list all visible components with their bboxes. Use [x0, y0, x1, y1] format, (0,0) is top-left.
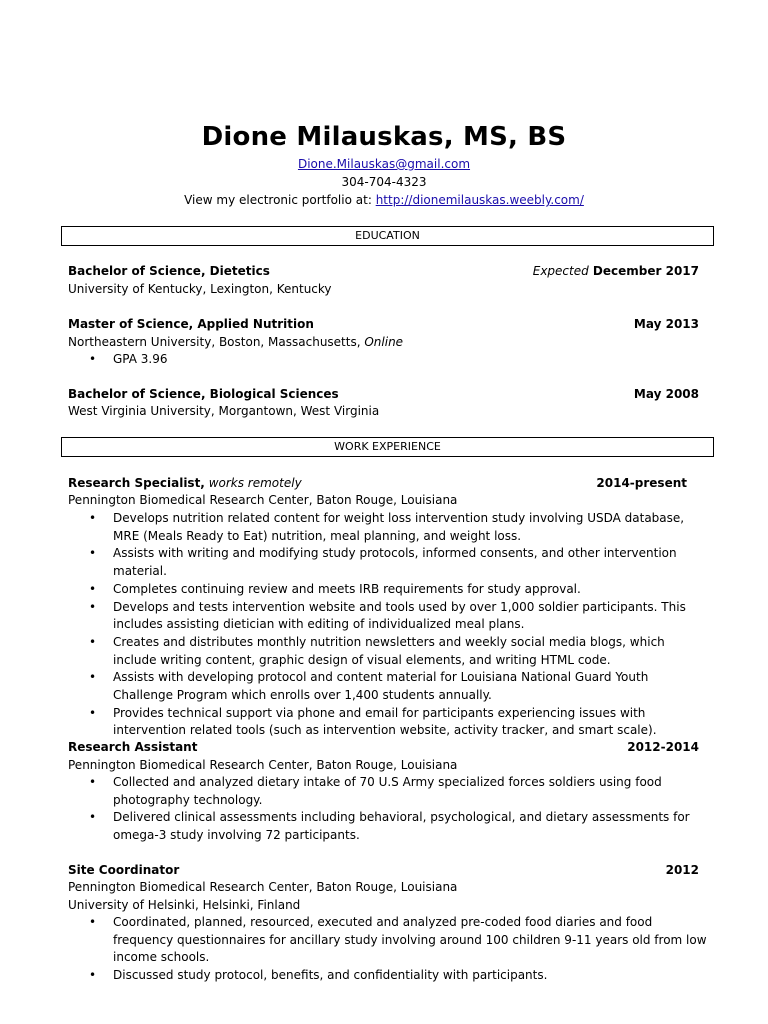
job-title-note: works remotely [204, 476, 302, 490]
degree-date: May 2013 [633, 317, 699, 331]
candidate-name: Dione Milauskas, MS, BS [201, 122, 567, 152]
job-date: 2012 [665, 863, 699, 877]
list-item: • Creates and distributes monthly nutrition newsletters and weekly social media blogs, which include writing content, graphic design of visual elements, and writing HTML code. [68, 634, 708, 669]
school-name [68, 334, 699, 352]
portfolio-label: View my electronic portfolio at: [184, 193, 376, 207]
list-item: • Collected and analyzed dietary intake of 70 U.S Army specialized forces soldiers using food photography technology. [68, 774, 708, 809]
email-line [0, 156, 768, 174]
job-date: 2012-2014 [627, 740, 699, 754]
degree-date [533, 263, 699, 281]
school-text: Northeastern University, Boston, Massachusetts, [68, 335, 365, 349]
job-bullets [68, 774, 708, 845]
job-entry [68, 739, 699, 757]
job-bullets [68, 510, 708, 740]
work-heading: WORK EXPERIENCE [61, 437, 714, 457]
degree-title: Bachelor of Science, Biological Sciences [68, 387, 339, 401]
degree-date: May 2008 [633, 387, 699, 401]
job-title: Research Assistant [68, 740, 198, 754]
education-entry [68, 316, 699, 334]
list-item: • Assists with writing and modifying study protocols, informed consents, and other intervention material. [68, 545, 708, 580]
job-organization-2: University of Helsinki, Helsinki, Finland [68, 898, 301, 912]
list-item: • Discussed study protocol, benefits, and confidentiality with participants. [68, 967, 708, 985]
list-item: • Provides technical support via phone and email for participants experiencing issues with intervention related tools (such as intervention website, activity tracker, and smart scale). [68, 705, 708, 740]
list-item: • Completes continuing review and meets IRB requirements for study approval. [68, 581, 708, 599]
job-date: 2014-present [596, 476, 687, 490]
list-item: • Develops and tests intervention website and tools used by over 1,000 soldier participants. This includes assisting dietician with editing of individualized meal plans. [68, 599, 708, 634]
degree-title: Master of Science, Applied Nutrition [68, 317, 314, 331]
job-bullets [68, 914, 708, 985]
list-item: • Assists with developing protocol and content material for Louisiana National Guard Youth Challenge Program which enrolls over 1,400 students annually. [68, 669, 708, 704]
school-name: West Virginia University, Morgantown, West Virginia [68, 404, 380, 418]
job-organization: Pennington Biomedical Research Center, Baton Rouge, Louisiana [68, 493, 458, 507]
list-item: • Coordinated, planned, resourced, executed and analyzed pre-coded food diaries and food frequency questionnaires for ancillary study involving around 100 children 9-11 years old from low income schools. [68, 914, 708, 967]
date-text: December 2017 [588, 264, 699, 278]
portfolio-line [0, 192, 768, 210]
school-name: University of Kentucky, Lexington, Kentucky [68, 282, 332, 296]
job-title: Research Specialist, [68, 476, 205, 490]
list-item: • Develops nutrition related content for weight loss intervention study involving USDA database, MRE (Meals Ready to Eat) nutrition, meal planning, and weight loss. [68, 510, 708, 545]
date-qualifier: Expected [532, 264, 589, 278]
education-entry [68, 386, 699, 404]
education-bullets [68, 351, 708, 369]
education-heading: EDUCATION [61, 226, 714, 246]
list-item: • GPA 3.96 [68, 351, 708, 369]
phone-number: 304-704-4323 [341, 175, 427, 189]
job-entry [68, 475, 687, 493]
job-organization: Pennington Biomedical Research Center, Baton Rouge, Louisiana [68, 758, 458, 772]
portfolio-link[interactable]: http://dionemilauskas.weebly.com/ [375, 193, 584, 207]
list-item: • Delivered clinical assessments including behavioral, psychological, and dietary assessments for omega-3 study involving 72 participants. [68, 809, 708, 844]
email-link[interactable]: Dione.Milauskas@gmail.com [297, 157, 471, 171]
degree-title: Bachelor of Science, Dietetics [68, 264, 270, 278]
job-organization: Pennington Biomedical Research Center, Baton Rouge, Louisiana [68, 880, 458, 894]
job-entry [68, 862, 699, 880]
education-entry [68, 263, 699, 281]
school-mode: Online [364, 335, 404, 349]
job-title: Site Coordinator [68, 863, 180, 877]
